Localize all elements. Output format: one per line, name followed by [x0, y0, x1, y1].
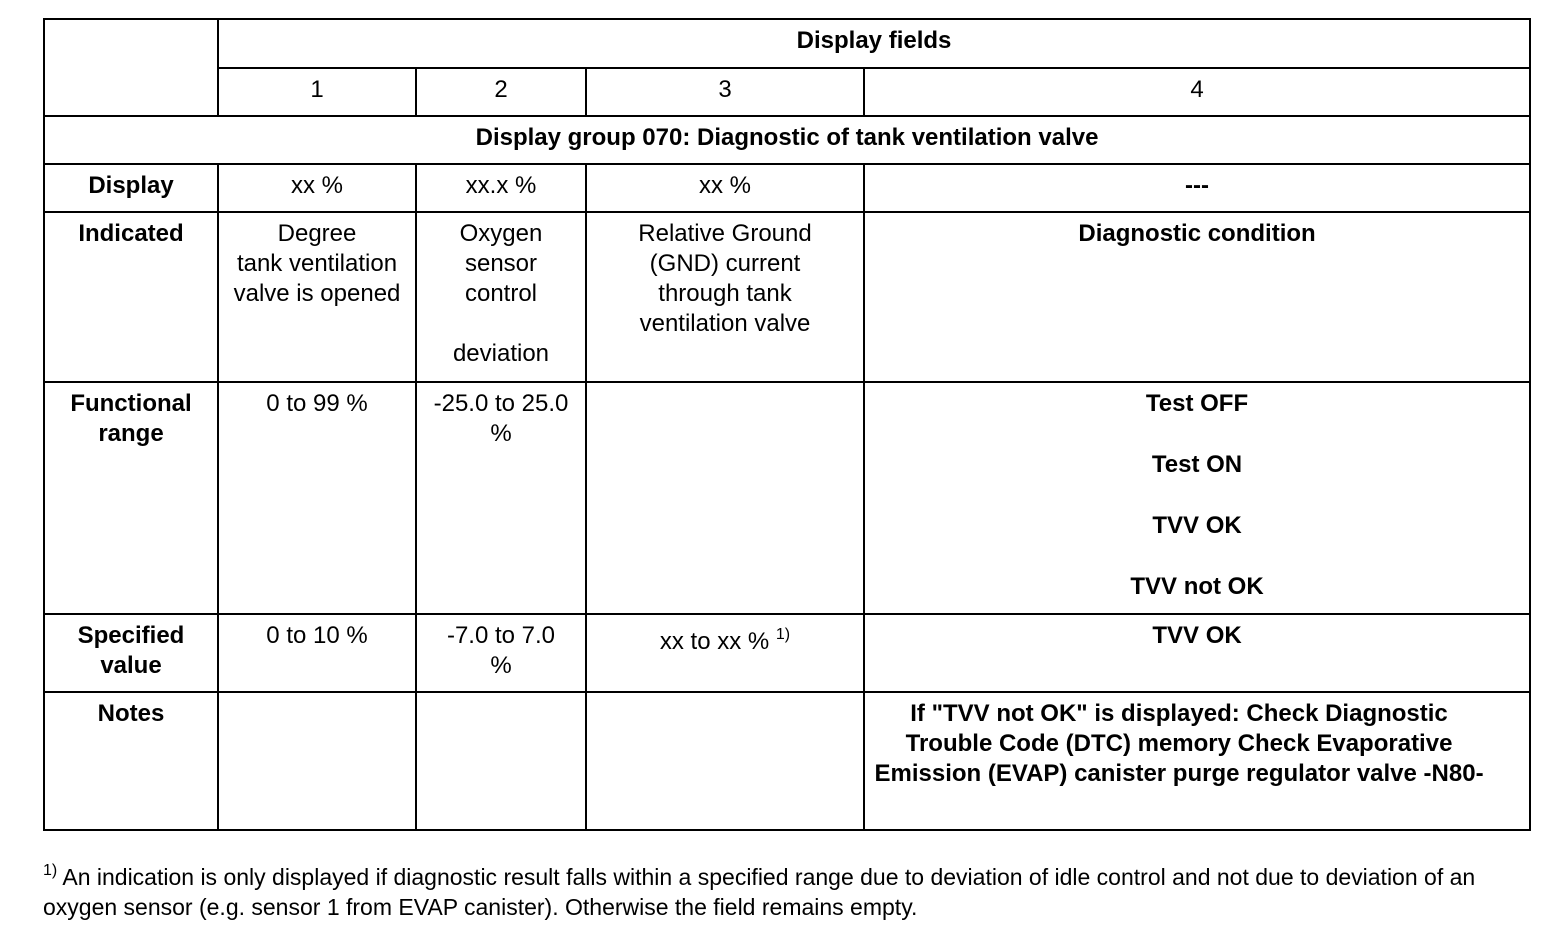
notes-label: Notes	[44, 692, 218, 830]
group-title: Display group 070: Diagnostic of tank ventilation valve	[44, 116, 1530, 164]
specified-value-3-text: xx to xx %	[659, 628, 770, 655]
indicated-1-line-a: Degree	[277, 220, 357, 247]
specified-value-3	[586, 614, 864, 692]
display-value-3: xx %	[586, 164, 864, 212]
footnote-text: An indication is only displayed if diagnostic result falls within a specified range due to deviation of idle control and not due to deviation of an oxygen sensor (e.g. sensor 1 from EVAP canister). Otherwise the field remains empty.	[43, 864, 1476, 920]
functional-range-label: Functional range	[44, 382, 218, 614]
notes-value-4: If "TVV not OK" is displayed: Check Diagnostic Trouble Code (DTC) memory Check Evaporative Emission (EVAP) canister purge regulator valve -N80-	[864, 692, 1530, 830]
column-number-1: 1	[218, 68, 416, 116]
notes-value-2	[416, 692, 586, 830]
indicated-1-line-b: tank ventilation valve is opened	[233, 250, 401, 307]
diagnostic-table	[43, 18, 1531, 831]
indicated-value-4: Diagnostic condition	[864, 212, 1530, 382]
indicated-value-3: Relative Ground (GND) current through tank ventilation valve	[586, 212, 864, 382]
indicated-value-1	[218, 212, 416, 382]
notes-row	[44, 692, 1530, 830]
indicated-value-2	[416, 212, 586, 382]
functional-range-value-1: 0 to 99 %	[218, 382, 416, 614]
display-row	[44, 164, 1530, 212]
condition-tvv-ok: TVV OK	[1152, 512, 1242, 539]
display-fields-header: Display fields	[218, 19, 1530, 68]
display-value-2: xx.x %	[416, 164, 586, 212]
indicated-2-line-b: deviation	[452, 340, 550, 367]
column-number-2: 2	[416, 68, 586, 116]
specified-value-2: -7.0 to 7.0 %	[416, 614, 586, 692]
functional-range-value-2: -25.0 to 25.0 %	[416, 382, 586, 614]
indicated-2-line-a: Oxygen sensor control	[459, 220, 543, 307]
display-value-4: ---	[864, 164, 1530, 212]
display-label: Display	[44, 164, 218, 212]
notes-value-1	[218, 692, 416, 830]
specified-value-4: TVV OK	[864, 614, 1530, 692]
column-number-row	[44, 68, 1530, 116]
notes-value-3	[586, 692, 864, 830]
footnote-marker: 1)	[43, 862, 58, 879]
specified-value-row	[44, 614, 1530, 692]
condition-test-off: Test OFF	[1145, 390, 1249, 417]
group-title-row	[44, 116, 1530, 164]
functional-range-value-3	[586, 382, 864, 614]
display-value-1: xx %	[218, 164, 416, 212]
column-number-4: 4	[864, 68, 1530, 116]
specified-value-1: 0 to 10 %	[218, 614, 416, 692]
functional-range-value-4	[864, 382, 1530, 614]
functional-range-row	[44, 382, 1530, 614]
indicated-row	[44, 212, 1530, 382]
condition-tvv-not-ok: TVV not OK	[1130, 573, 1264, 600]
footnote-ref: 1)	[775, 626, 791, 643]
footnote	[43, 862, 1543, 922]
column-number-3: 3	[586, 68, 864, 116]
indicated-label: Indicated	[44, 212, 218, 382]
corner-cell	[44, 19, 218, 116]
specified-value-label: Specified value	[44, 614, 218, 692]
header-row	[44, 19, 1530, 68]
condition-test-on: Test ON	[1151, 451, 1243, 478]
